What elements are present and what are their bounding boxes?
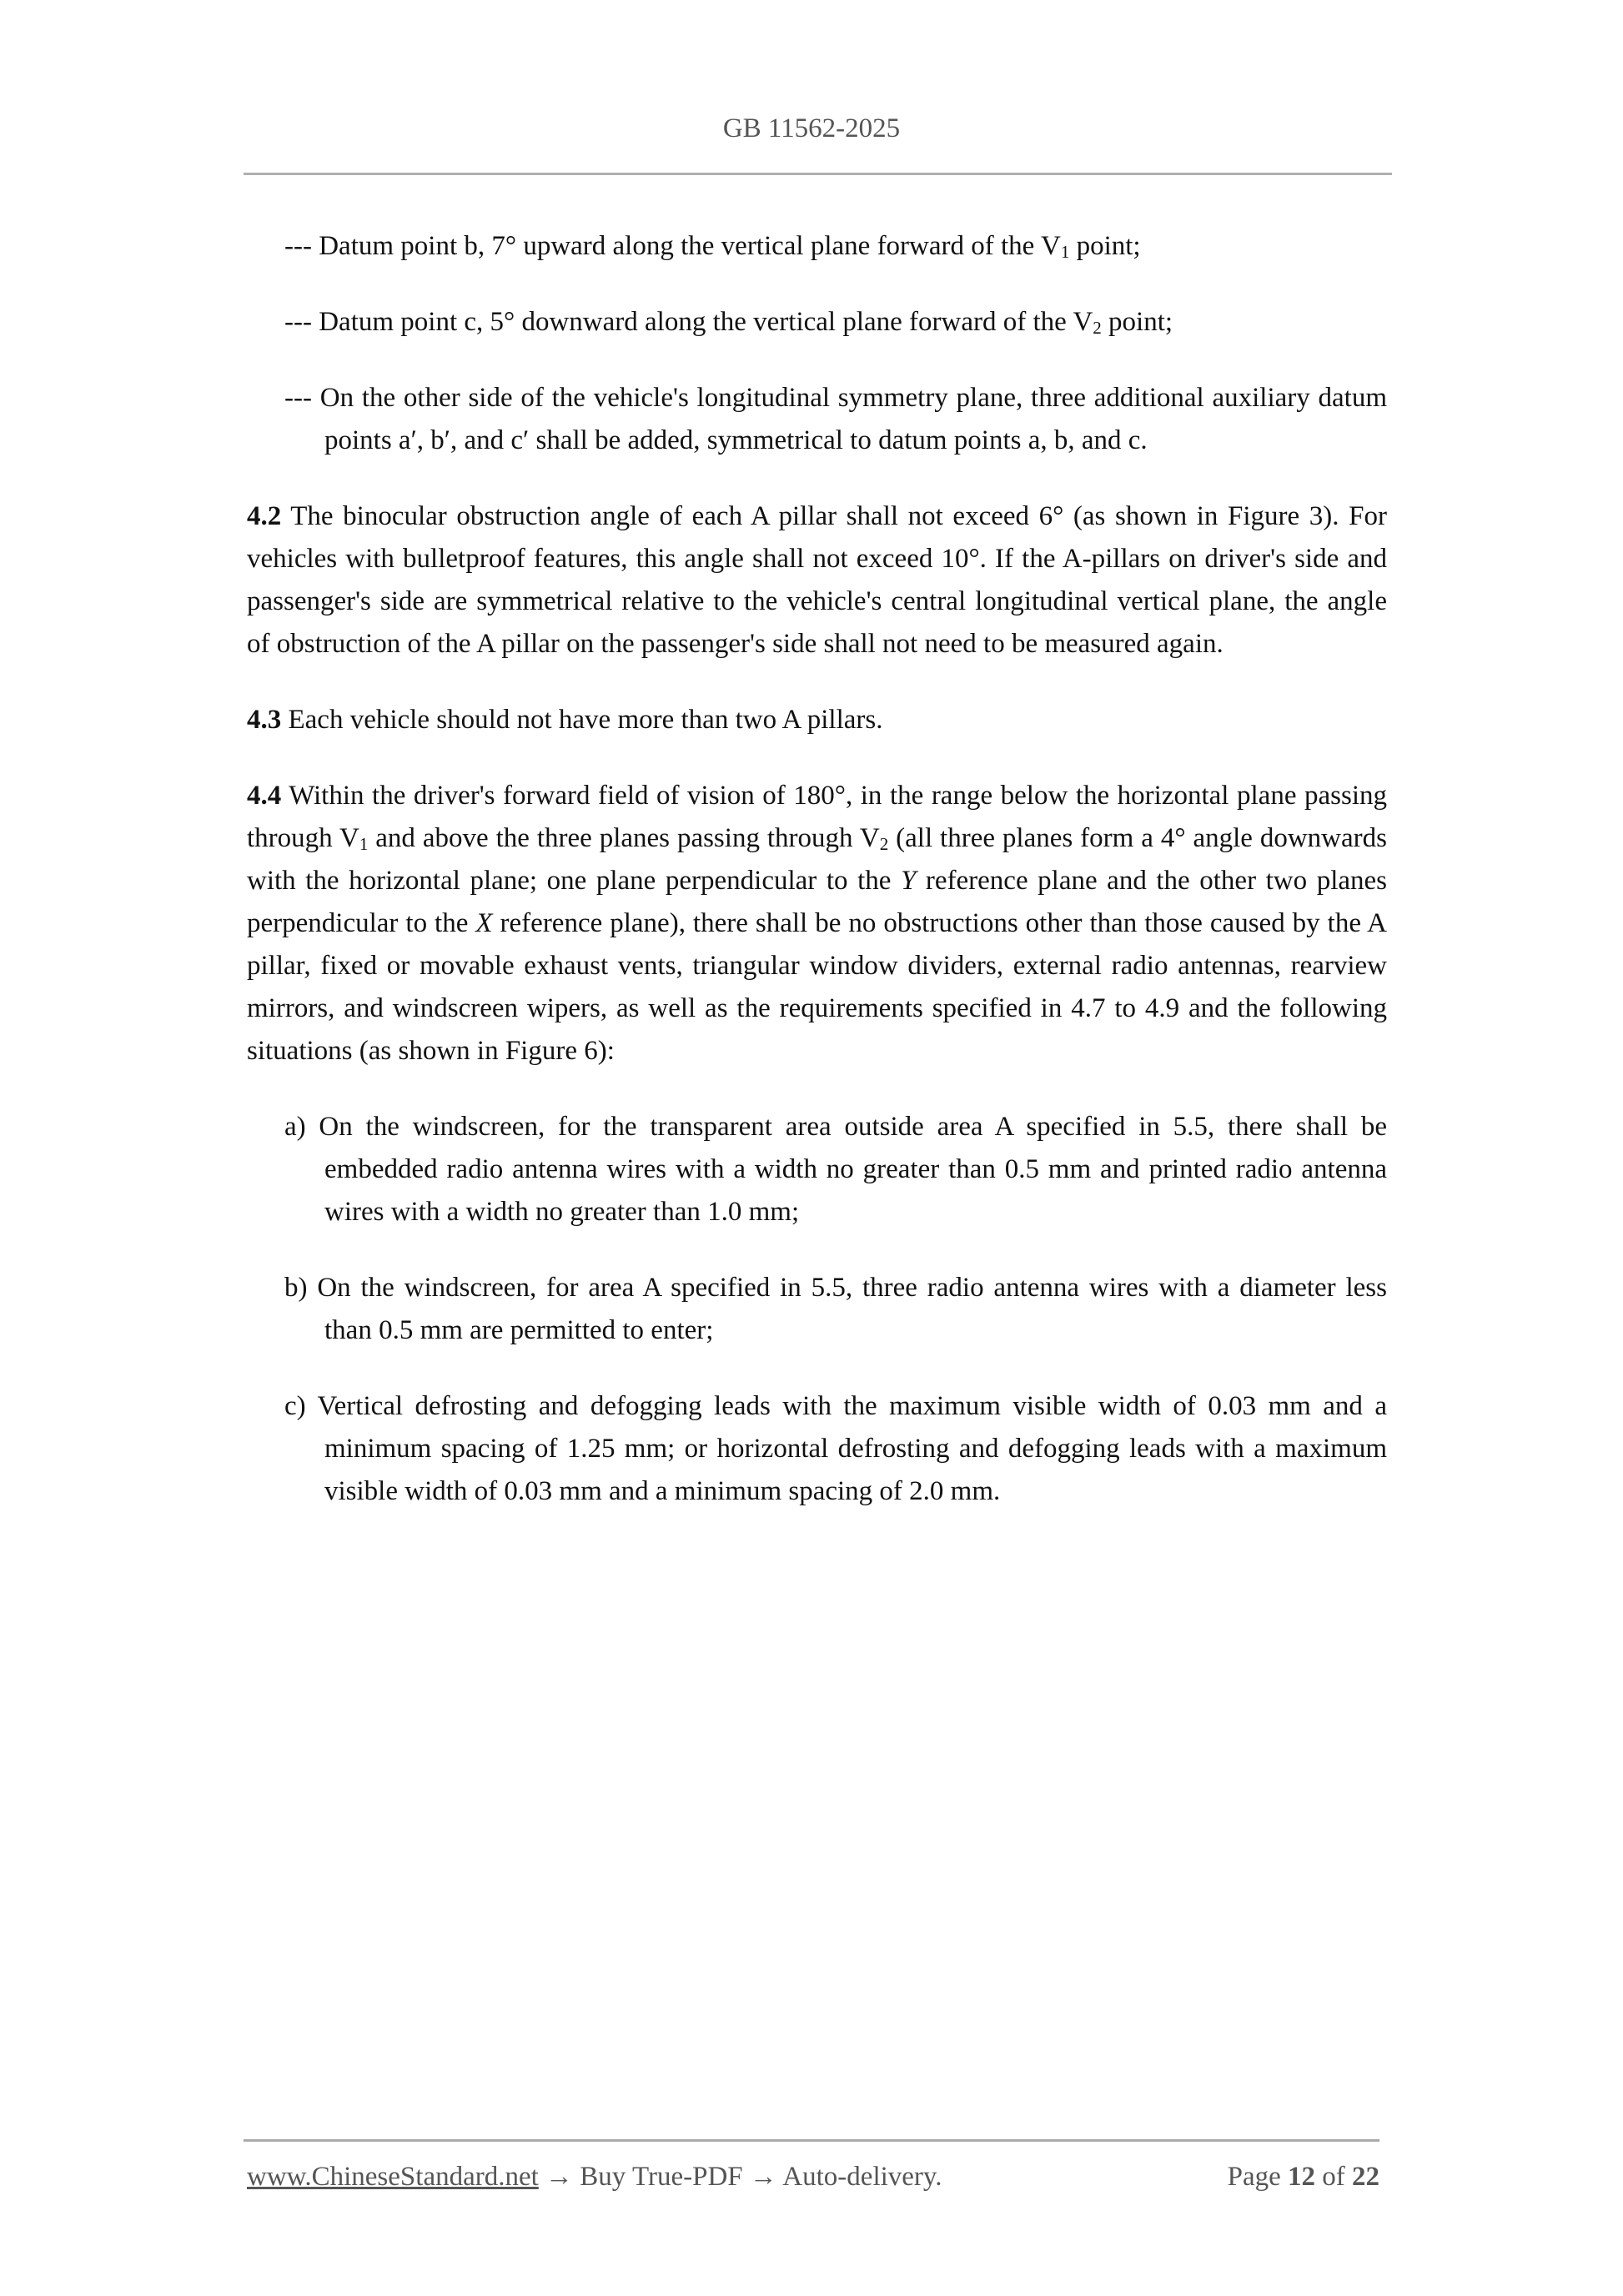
footer-divider xyxy=(244,2139,1379,2142)
footer-promo: www.ChineseStandard.net → Buy True-PDF → Auto-delivery. xyxy=(247,2162,942,2192)
clause-4-3: 4.3 Each vehicle should not have more than two A pillars. xyxy=(247,705,883,735)
arrow-icon: → xyxy=(749,2162,777,2192)
clause-number: 4.4 xyxy=(247,781,282,811)
website-link[interactable]: www.ChineseStandard.net xyxy=(247,2162,539,2192)
list-item-b: b) On the windscreen, for area A specified in 5.5, three radio antenna wires with a diameter less than 0.5 mm are permitted to enter; xyxy=(284,1273,1387,1345)
clause-4-2: 4.2 The binocular obstruction angle of each A pillar shall not exceed 6° (as shown in Figure 3). For vehicles with bulletproof features, this angle shall not exceed 10°. If the A-pillars on driver's side and passenger's side are symmetrical relative to the vehicle's central longitudinal vertical plane, the angle of obstruction of the A pillar on the passenger's side shall not need to be measured again. xyxy=(247,501,1387,659)
clause-4-4: 4.4 Within the driver's forward field of vision of 180°, in the range below the horizontal plane passing through $V_1$ and above the three planes passing through $V_2$ (all three planes form a 4° angle downwards with the horizontal plane; one plane perpendicular to the Y reference plane and the other two planes perpendicular to the X reference plane), there shall be no obstructions other than those caused by the A pillar, fixed or movable exhaust vents, triangular window dividers, external radio antennas, rearview mirrors, and windscreen wipers, as well as the requirements specified in 4.7 to 4.9 and the following situations (as shown in Figure 6): xyxy=(247,781,1387,1066)
page-footer xyxy=(247,2162,1379,2193)
document-header: GB 11562-2025 xyxy=(722,113,901,143)
list-item-a: a) On the windscreen, for the transparent area outside area A specified in 5.5, there shall be embedded radio antenna wires with a width no greater than 0.5 mm and printed radio antenna wires with a width no greater than 1.0 mm; xyxy=(284,1112,1387,1227)
list-item-c: c) Vertical defrosting and defogging leads with the maximum visible width of 0.03 mm and a minimum spacing of 1.25 mm; or horizontal defrosting and defogging leads with a maximum visible width of 0.03 mm and a minimum spacing of 2.0 mm. xyxy=(284,1391,1387,1506)
bullet-datum-c: --- Datum point c, 5° downward along the vertical plane forward of the $V_2$ point; xyxy=(284,307,1173,338)
clause-number: 4.2 xyxy=(247,501,282,531)
document-body xyxy=(247,225,1387,1546)
clause-number: 4.3 xyxy=(247,705,282,735)
arrow-icon: → xyxy=(545,2162,574,2192)
bullet-datum-b: --- Datum point b, 7° upward along the vertical plane forward of the $V_1$ point; xyxy=(284,231,1141,262)
header-divider xyxy=(244,173,1392,175)
page-number: Page 12 of 22 xyxy=(1227,2162,1379,2192)
bullet-auxiliary-points: --- On the other side of the vehicle's longitudinal symmetry plane, three additional auxiliary datum points a′, b′, and c′ shall be added, symmetrical to datum points a, b, and c. xyxy=(284,383,1387,455)
